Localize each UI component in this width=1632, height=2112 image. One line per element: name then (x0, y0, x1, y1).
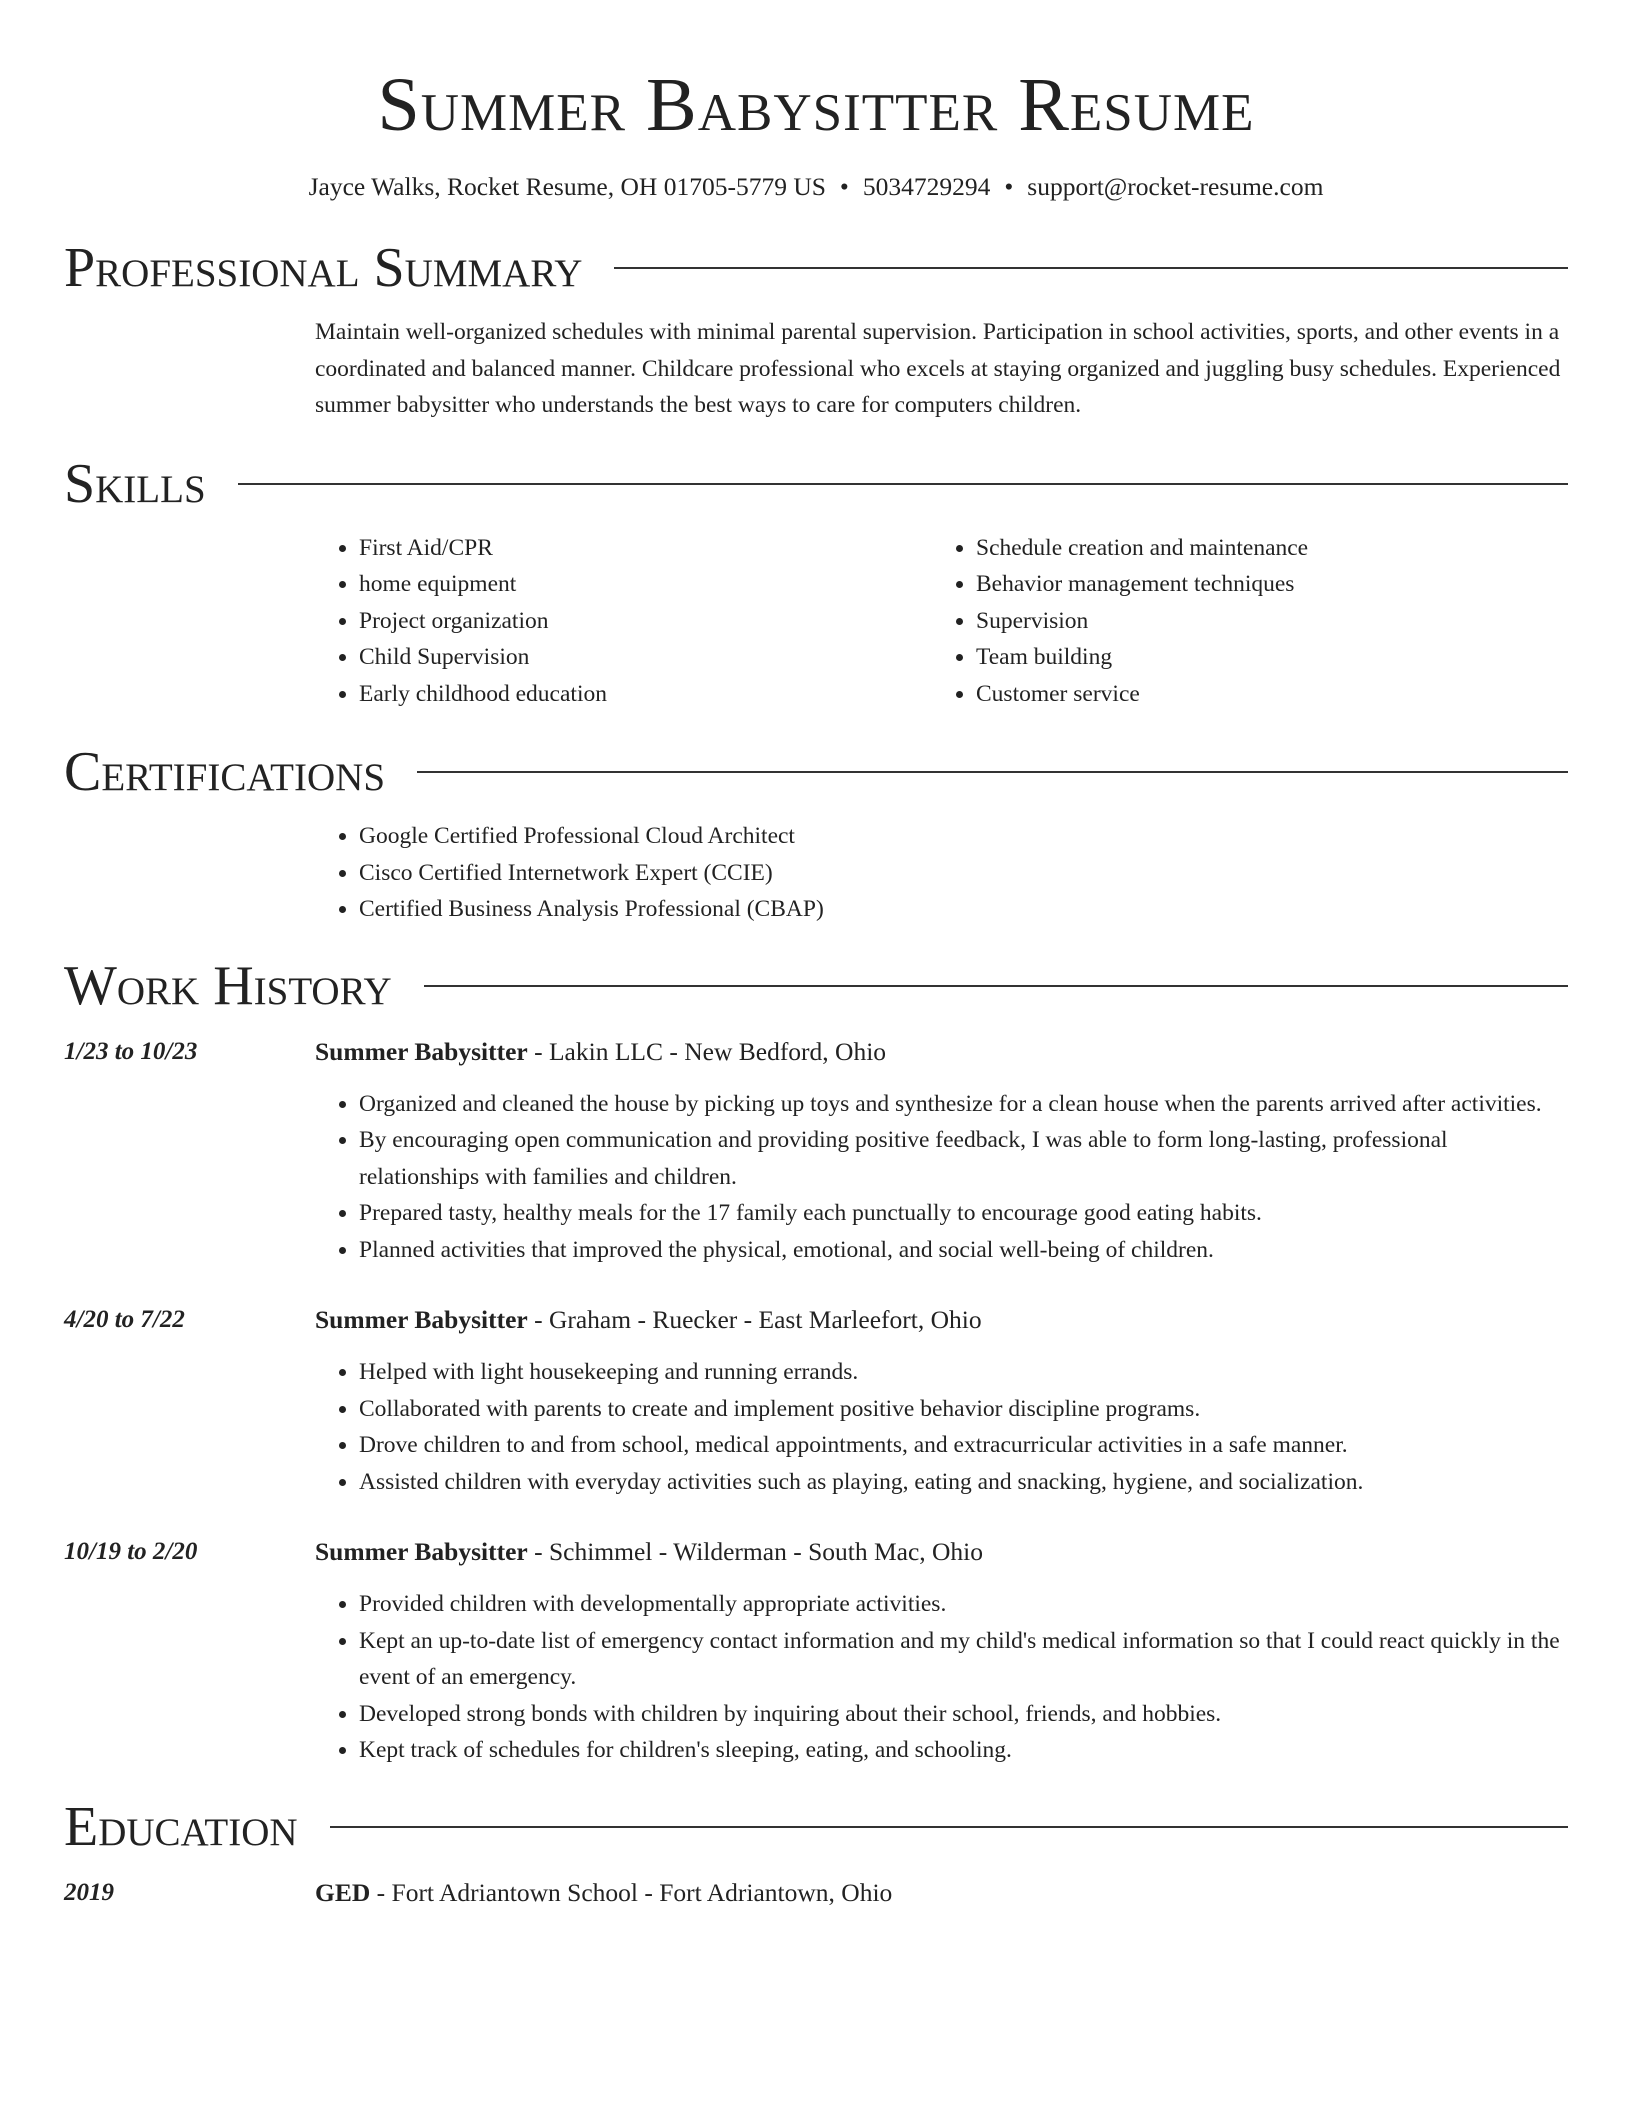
education-details (315, 1875, 1568, 1911)
skill-item: • Schedule creation and maintenance (976, 530, 1549, 567)
section-header (64, 742, 1568, 802)
job-dates: 10/19 to 2/20 (64, 1538, 198, 1565)
education-school: - Fort Adriantown School - Fort Adriantown, Ohio (370, 1877, 893, 1907)
job-bullet: • Kept track of schedules for children's sleeping, eating, and schooling. (359, 1732, 1568, 1769)
section-header (64, 1797, 1568, 1857)
job-entry (64, 1034, 1568, 1269)
skill-item: • First Aid/CPR (359, 530, 932, 567)
job-bullet: • Prepared tasty, healthy meals for the 17 family each punctually to encourage good eating habits. (359, 1195, 1568, 1232)
skill-item: • Supervision (976, 603, 1549, 640)
job-employer: - Graham - Ruecker - East Marleefort, Ohio (527, 1305, 982, 1334)
education-entry (64, 1875, 1568, 1911)
certification-item: • Certified Business Analysis Professional (CBAP) (359, 891, 1568, 928)
skills-section (64, 454, 1568, 713)
skill-item: • Behavior management techniques (976, 566, 1549, 603)
section-header (64, 238, 1568, 298)
section-title-certifications: Certifications (64, 741, 386, 803)
job-bullet: • Provided children with developmentally appropriate activities. (359, 1586, 1568, 1623)
education-degree: GED (315, 1877, 371, 1907)
job-bullet: • Drove children to and from school, medical appointments, and extracurricular activities in a safe manner. (359, 1427, 1568, 1464)
contact-address: Jayce Walks, Rocket Resume, OH 01705-5779 US (308, 172, 826, 201)
job-bullet: • Helped with light housekeeping and running errands. (359, 1354, 1568, 1391)
resume-title: Summer Babysitter Resume (377, 63, 1255, 147)
contact-line (64, 170, 1568, 204)
skills-column-right (932, 530, 1549, 713)
skill-item: • Project organization (359, 603, 932, 640)
education-section (64, 1797, 1568, 1911)
summary-text: Maintain well-organized schedules with minimal parental supervision. Participation in school activities, sports, and other events in a coordinated and balanced manner. Childcare professional who excels at staying organized and juggling busy schedules. Experienced summer babysitter who understands the best ways to care for computers children. (315, 319, 1561, 418)
job-bullet: • Planned activities that improved the physical, emotional, and social well-being of children. (359, 1232, 1568, 1269)
job-dates: 4/20 to 7/22 (64, 1306, 185, 1333)
job-title-line (315, 1034, 1568, 1070)
certification-item: • Cisco Certified Internetwork Expert (CCIE) (359, 855, 1568, 892)
section-title-summary: Professional Summary (64, 237, 583, 299)
job-bullet: • By encouraging open communication and providing positive feedback, I was able to form long-lasting, professional relationships with families and children. (359, 1122, 1568, 1195)
certifications-section (64, 742, 1568, 928)
job-title: Summer Babysitter (315, 1305, 528, 1334)
section-divider (614, 267, 1568, 269)
job-bullet: • Organized and cleaned the house by picking up toys and synthesize for a clean house when the parents arrived after activities. (359, 1086, 1568, 1123)
section-header (64, 956, 1568, 1016)
section-divider (238, 483, 1568, 485)
job-title: Summer Babysitter (315, 1036, 528, 1066)
section-title-work-history: Work History (64, 954, 392, 1017)
job-bullet: • Collaborated with parents to create and implement positive behavior discipline programs. (359, 1391, 1568, 1428)
section-title-skills: Skills (64, 452, 206, 515)
contact-separator: • (839, 172, 849, 201)
job-bullet: • Kept an up-to-date list of emergency contact information and my child's medical information so that I could react quickly in the event of an emergency. (359, 1623, 1568, 1696)
skill-item: • Early childhood education (359, 676, 932, 713)
contact-separator: • (1004, 172, 1014, 201)
education-year: 2019 (64, 1878, 114, 1906)
skill-item: • Child Supervision (359, 639, 932, 676)
job-details (315, 1534, 1568, 1769)
job-details (315, 1034, 1568, 1269)
section-divider (417, 771, 1568, 773)
education-line (315, 1875, 1568, 1911)
job-entry (64, 1302, 1568, 1500)
job-entry (64, 1534, 1568, 1769)
section-divider (330, 1826, 1568, 1828)
job-details (315, 1302, 1568, 1500)
section-header (64, 454, 1568, 514)
skills-column-left (315, 530, 932, 713)
contact-email: support@rocket-resume.com (1027, 172, 1324, 201)
job-title-line (315, 1302, 1568, 1338)
certifications-list (315, 818, 1568, 928)
contact-phone: 5034729294 (862, 172, 991, 201)
job-bullet: • Developed strong bonds with children by inquiring about their school, friends, and hobbies. (359, 1696, 1568, 1733)
section-title-education: Education (64, 1795, 298, 1858)
job-employer: - Schimmel - Wilderman - South Mac, Ohio (527, 1537, 984, 1566)
job-title-line (315, 1534, 1568, 1570)
job-dates: 1/23 to 10/23 (64, 1037, 198, 1065)
work-history-section (64, 956, 1568, 1769)
job-employer: - Lakin LLC - New Bedford, Ohio (527, 1036, 887, 1066)
summary-section (64, 238, 1568, 424)
skill-item: • Customer service (976, 676, 1549, 713)
job-bullet: • Assisted children with everyday activities such as playing, eating and snacking, hygiene, and socialization. (359, 1464, 1568, 1501)
skill-item: • Team building (976, 639, 1549, 676)
section-divider (424, 985, 1568, 987)
skill-item: • home equipment (359, 566, 932, 603)
job-title: Summer Babysitter (315, 1537, 528, 1566)
certification-item: • Google Certified Professional Cloud Architect (359, 818, 1568, 855)
skills-grid (315, 530, 1568, 713)
